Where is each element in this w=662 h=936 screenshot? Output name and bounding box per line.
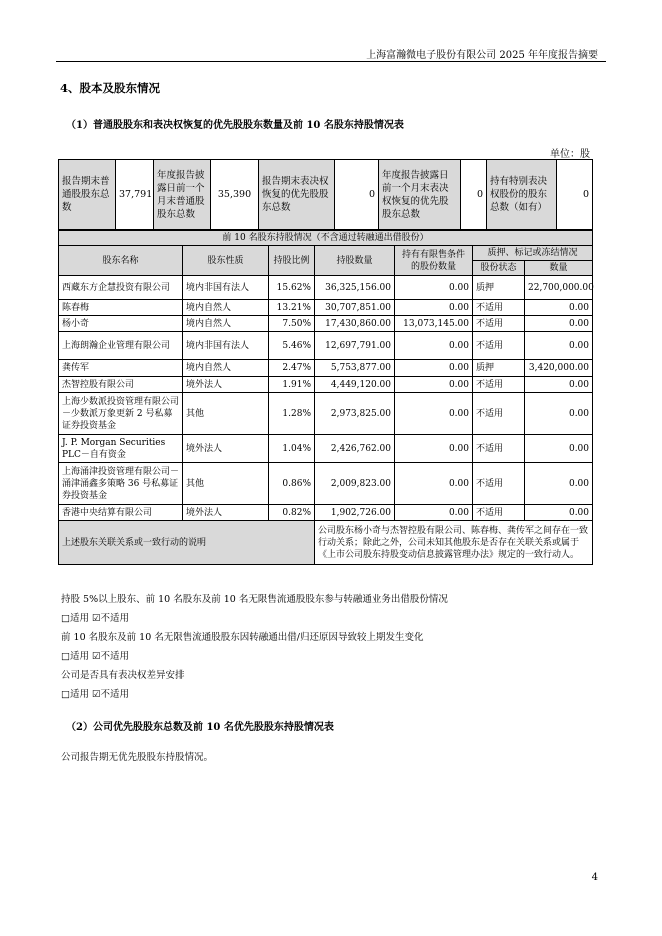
summary-value-special: 0 (557, 160, 593, 230)
cell-name: 西藏东方企慧投资有限公司 (59, 276, 183, 300)
cell-ratio: 0.82% (269, 505, 315, 521)
cell-ratio: 1.91% (269, 377, 315, 393)
cell-nature: 其他 (183, 393, 269, 435)
note-lending: 持股 5%以上股东、前 10 名股东及前 10 名无限售流通股股东参与转融通业务出借股份情况 (61, 594, 448, 605)
cell-restricted: 0.00 (395, 463, 473, 505)
cell-pledged: 22,700,000.00 (525, 276, 593, 300)
summary-value-common-prior: 35,390 (211, 160, 259, 230)
note-lending-applicability: □适用 ☑不适用 (61, 613, 130, 624)
cell-qty: 36,325,156.00 (315, 276, 395, 300)
col-header-qty: 持股数量 (315, 246, 395, 276)
summary-label-preferred-prior: 年度报告披露日前一个月末表决权恢复的优先股股东总数 (379, 160, 461, 230)
top10-shareholders-table (58, 230, 593, 565)
table-row (59, 463, 593, 505)
cell-pledged: 0.00 (525, 435, 593, 463)
cell-status: 不适用 (473, 300, 525, 316)
shareholder-summary-table (58, 159, 593, 230)
cell-nature: 境内自然人 (183, 316, 269, 332)
cell-qty: 4,449,120.00 (315, 377, 395, 393)
col-header-pledge-status: 股份状态 (473, 261, 525, 276)
cell-nature: 境内自然人 (183, 360, 269, 377)
table-row (59, 435, 593, 463)
cell-pledged: 0.00 (525, 463, 593, 505)
section-title: 4、股本及股东情况 (60, 81, 161, 95)
cell-qty: 2,973,825.00 (315, 393, 395, 435)
cell-name: 上海少数派投资管理有限公司－少数派万象更新 2 号私募证券投资基金 (59, 393, 183, 435)
cell-qty: 2,426,762.00 (315, 435, 395, 463)
summary-value-common: 37,791 (116, 160, 154, 230)
cell-status: 质押 (473, 276, 525, 300)
table-row (59, 316, 593, 332)
preferred-statement: 公司报告期无优先股股东持股情况。 (61, 752, 214, 763)
cell-ratio: 1.28% (269, 393, 315, 435)
cell-restricted: 13,073,145.00 (395, 316, 473, 332)
top10-title: 前 10 名股东持股情况（不含通过转融通出借股份） (59, 231, 593, 246)
cell-restricted: 0.00 (395, 435, 473, 463)
cell-restricted: 0.00 (395, 360, 473, 377)
cell-status: 不适用 (473, 505, 525, 521)
subsection-title-preferred: （2）公司优先股股东总数及前 10 名优先股股东持股情况表 (66, 722, 334, 733)
cell-status: 不适用 (473, 435, 525, 463)
note-voting-applicability: □适用 ☑不适用 (61, 689, 130, 700)
header-divider (56, 61, 606, 62)
notes-block (61, 590, 448, 704)
cell-restricted: 0.00 (395, 505, 473, 521)
page-header: 上海富瀚微电子股份有限公司 2025 年年度报告摘要 (366, 50, 598, 61)
cell-restricted: 0.00 (395, 393, 473, 435)
cell-qty: 1,902,726.00 (315, 505, 395, 521)
table-row (59, 300, 593, 316)
cell-pledged: 0.00 (525, 393, 593, 435)
cell-restricted: 0.00 (395, 377, 473, 393)
summary-value-preferred: 0 (335, 160, 379, 230)
table-row (59, 360, 593, 377)
table-row (59, 377, 593, 393)
table-row (59, 276, 593, 300)
col-header-name: 股东名称 (59, 246, 183, 276)
cell-restricted: 0.00 (395, 276, 473, 300)
cell-ratio: 15.62% (269, 276, 315, 300)
cell-nature: 境外法人 (183, 505, 269, 521)
cell-name: 杰智控股有限公司 (59, 377, 183, 393)
summary-label-common: 报告期末普通股股东总数 (59, 160, 116, 230)
relation-label: 上述股东关联关系或一致行动的说明 (59, 521, 315, 565)
cell-ratio: 7.50% (269, 316, 315, 332)
cell-status: 不适用 (473, 393, 525, 435)
cell-pledged: 0.00 (525, 377, 593, 393)
summary-label-common-prior: 年度报告披露日前一个月末普通股股东总数 (154, 160, 211, 230)
cell-status: 不适用 (473, 463, 525, 505)
col-header-ratio: 持股比例 (269, 246, 315, 276)
cell-nature: 境内非国有法人 (183, 332, 269, 360)
col-header-pledge: 质押、标记或冻结情况 (473, 246, 593, 261)
cell-qty: 12,697,791.00 (315, 332, 395, 360)
cell-restricted: 0.00 (395, 332, 473, 360)
cell-nature: 境外法人 (183, 435, 269, 463)
cell-status: 质押 (473, 360, 525, 377)
summary-value-preferred-prior: 0 (461, 160, 487, 230)
relation-text: 公司股东杨小奇与杰智控股有限公司、陈春梅、龚传军之间存在一致行动关系；除此之外，公司未知其他股东是否存在关联关系或属于《上市公司股东持股变动信息披露管理办法》规定的一致行动人。 (315, 521, 593, 565)
cell-pledged: 0.00 (525, 332, 593, 360)
col-header-nature: 股东性质 (183, 246, 269, 276)
cell-ratio: 5.46% (269, 332, 315, 360)
cell-ratio: 2.47% (269, 360, 315, 377)
summary-label-special: 持有特别表决权股份的股东总数（如有） (487, 160, 557, 230)
cell-status: 不适用 (473, 332, 525, 360)
note-voting: 公司是否具有表决权差异安排 (61, 670, 185, 681)
cell-name: 上海涌津投资管理有限公司－涌津涌鑫多策略 36 号私募证券投资基金 (59, 463, 183, 505)
cell-status: 不适用 (473, 377, 525, 393)
cell-nature: 境内自然人 (183, 300, 269, 316)
cell-status: 不适用 (473, 316, 525, 332)
cell-name: 陈春梅 (59, 300, 183, 316)
cell-ratio: 0.86% (269, 463, 315, 505)
cell-nature: 境内非国有法人 (183, 276, 269, 300)
cell-ratio: 13.21% (269, 300, 315, 316)
note-change: 前 10 名股东及前 10 名无限售流通股股东因转融通出借/归还原因导致较上期发生变化 (61, 632, 424, 643)
table-row (59, 393, 593, 435)
cell-pledged: 0.00 (525, 505, 593, 521)
cell-pledged: 3,420,000.00 (525, 360, 593, 377)
cell-restricted: 0.00 (395, 300, 473, 316)
cell-pledged: 0.00 (525, 316, 593, 332)
cell-qty: 2,009,823.00 (315, 463, 395, 505)
cell-nature: 境外法人 (183, 377, 269, 393)
table-row (59, 332, 593, 360)
cell-name: J. P. Morgan Securities PLC－自有资金 (59, 435, 183, 463)
relation-row (59, 521, 593, 565)
page-number: 4 (591, 872, 598, 883)
cell-name: 香港中央结算有限公司 (59, 505, 183, 521)
subsection-title: （1）普通股股东和表决权恢复的优先股股东数量及前 10 名股东持股情况表 (66, 120, 404, 131)
cell-qty: 30,707,851.00 (315, 300, 395, 316)
cell-pledged: 0.00 (525, 300, 593, 316)
cell-qty: 5,753,877.00 (315, 360, 395, 377)
cell-ratio: 1.04% (269, 435, 315, 463)
cell-name: 杨小奇 (59, 316, 183, 332)
unit-label: 单位：股 (550, 149, 590, 160)
col-header-restricted: 持有有限售条件的股份数量 (395, 246, 473, 276)
note-change-applicability: □适用 ☑不适用 (61, 651, 130, 662)
cell-nature: 其他 (183, 463, 269, 505)
cell-qty: 17,430,860.00 (315, 316, 395, 332)
table-row (59, 505, 593, 521)
cell-name: 上海朗瀚企业管理有限公司 (59, 332, 183, 360)
summary-label-preferred: 报告期末表决权恢复的优先股股东总数 (259, 160, 335, 230)
cell-name: 龚传军 (59, 360, 183, 377)
col-header-pledge-qty: 数量 (525, 261, 593, 276)
